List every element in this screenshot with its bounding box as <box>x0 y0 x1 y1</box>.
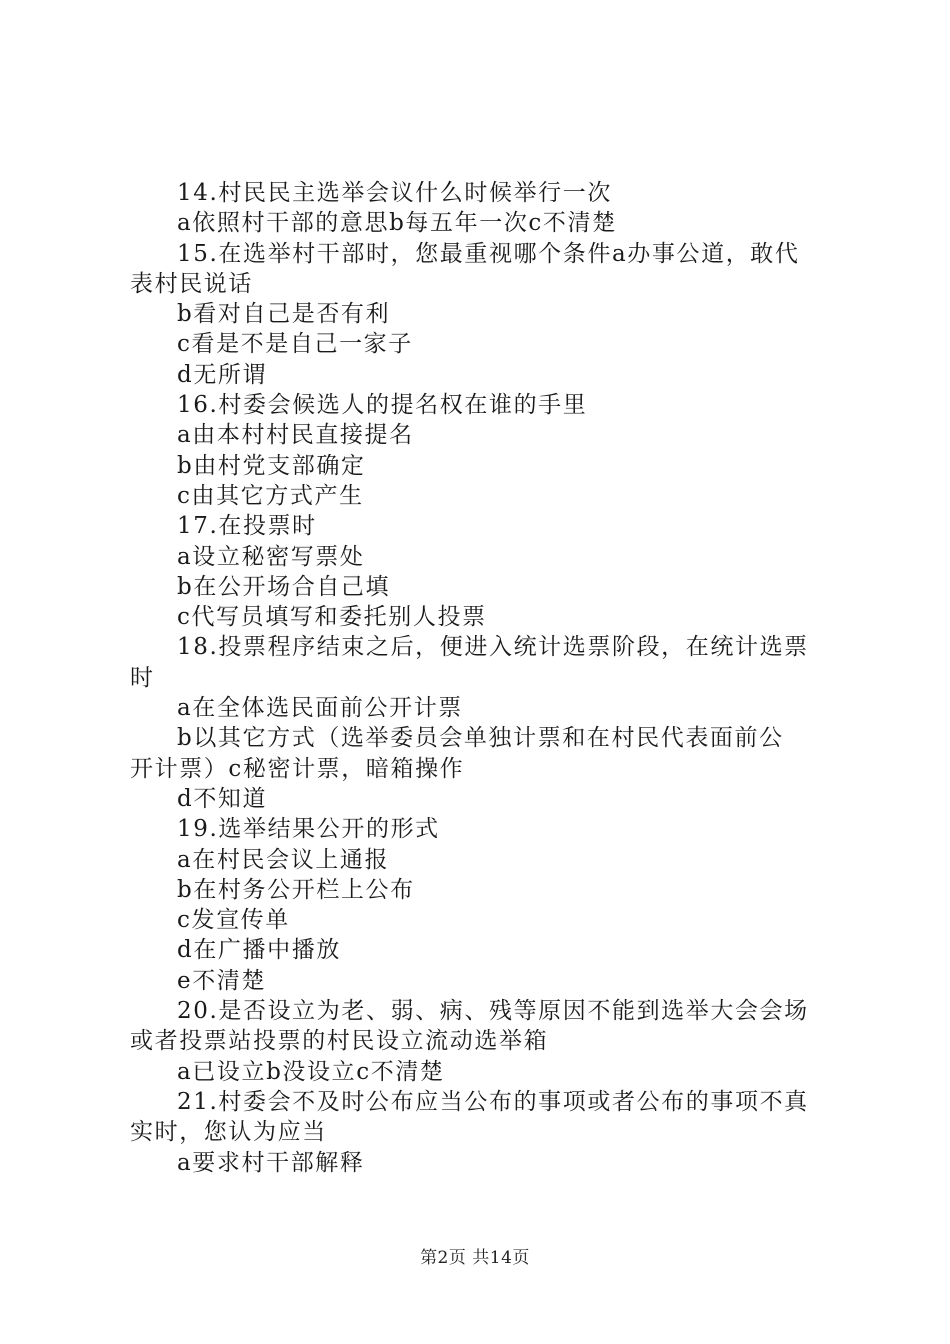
text-line: a在村民会议上通报 <box>177 846 390 873</box>
text-line: d在广播中播放 <box>177 937 341 964</box>
text-line: 表村民说话 <box>130 270 253 297</box>
text-line: b以其它方式（选举委员会单独计票和在村民代表面前公 <box>177 725 784 752</box>
text-line: 20.是否设立为老、弱、病、残等原因不能到选举大会会场 <box>177 998 809 1025</box>
text-line: e不清楚 <box>177 967 267 994</box>
text-line: a已设立b没设立c不清楚 <box>177 1058 445 1085</box>
text-line: 17.在投票时 <box>177 513 317 540</box>
text-line: b由村党支部确定 <box>177 452 366 479</box>
text-line: d不知道 <box>177 785 268 812</box>
text-line: 21.村委会不及时公布应当公布的事项或者公布的事项不真 <box>177 1088 809 1115</box>
text-line: 19.选举结果公开的形式 <box>177 816 440 843</box>
text-line: c代写员填写和委托别人投票 <box>177 604 487 631</box>
text-line: 18.投票程序结束之后，便进入统计选票阶段，在统计选票 <box>177 634 809 661</box>
text-line: a依照村干部的意思b每五年一次c不清楚 <box>177 210 617 237</box>
text-line: b在公开场合自己填 <box>177 573 391 600</box>
text-line: 14.村民民主选举会议什么时候举行一次 <box>177 180 612 206</box>
text-line: c发宣传单 <box>177 907 290 934</box>
text-line: 开计票）c秘密计票，暗箱操作 <box>130 755 465 782</box>
text-line: c由其它方式产生 <box>177 482 364 509</box>
text-line: a由本村村民直接提名 <box>177 422 414 449</box>
text-line: 实时，您认为应当 <box>130 1119 327 1146</box>
text-line: a要求村干部解释 <box>177 1149 365 1176</box>
text-line: 16.村委会候选人的提名权在谁的手里 <box>177 392 588 419</box>
text-line: c看是不是自己一家子 <box>177 331 413 358</box>
text-line: a设立秘密写票处 <box>177 543 365 570</box>
document-body <box>130 178 830 1178</box>
text-line: a在全体选民面前公开计票 <box>177 695 463 722</box>
text-line: b看对自己是否有利 <box>177 301 391 328</box>
page-footer: 第2页 共14页 <box>420 1248 530 1268</box>
text-line: 或者投票站投票的村民设立流动选举箱 <box>130 1028 549 1055</box>
text-line: 15.在选举村干部时，您最重视哪个条件a办事公道，敢代 <box>177 240 800 267</box>
text-line: 时 <box>130 664 155 691</box>
text-line: b在村务公开栏上公布 <box>177 876 415 903</box>
text-line: d无所谓 <box>177 361 268 388</box>
